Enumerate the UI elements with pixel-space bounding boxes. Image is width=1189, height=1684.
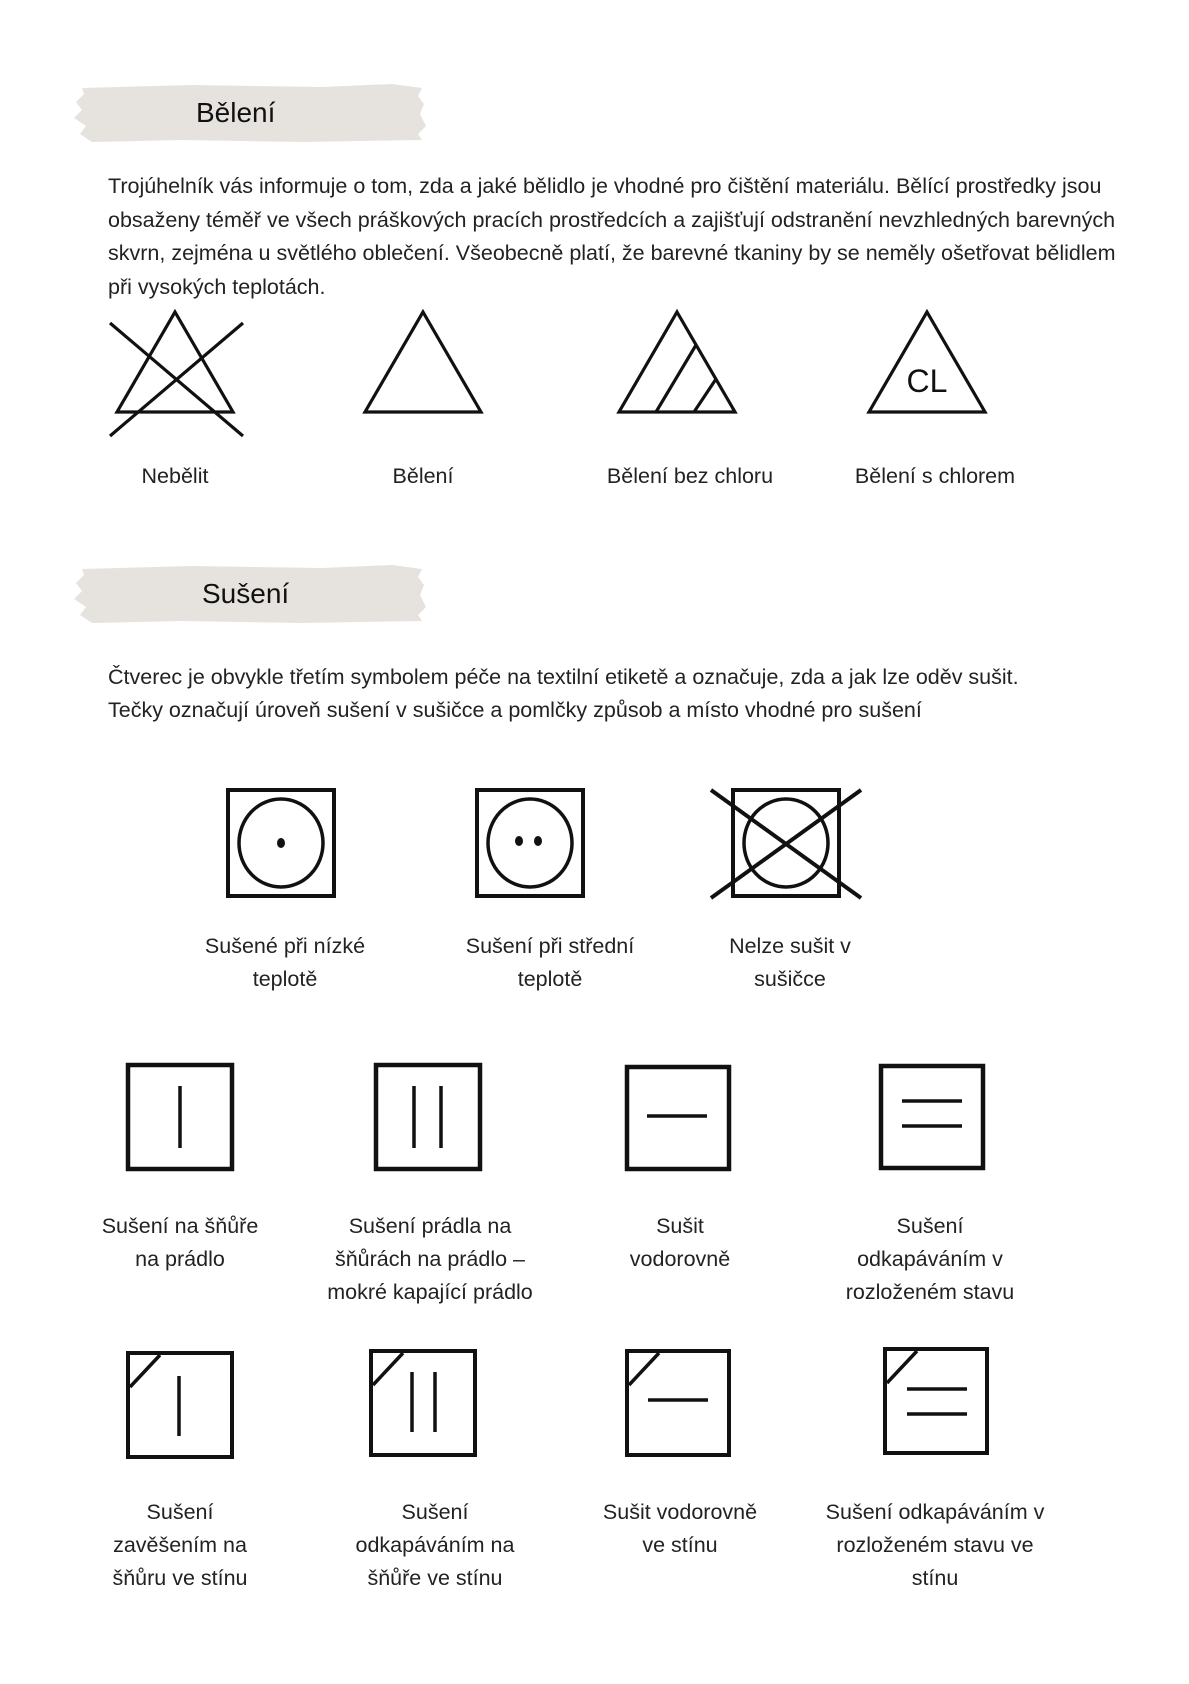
label-drip-line-dry xyxy=(310,1210,550,1309)
label-line: stínu xyxy=(911,1566,959,1590)
section-banner-drying xyxy=(72,563,430,625)
symbol-chlorine-bleach xyxy=(854,308,1045,508)
symbol-drip-line-dry xyxy=(310,1062,550,1302)
symbol-dry-flat xyxy=(590,1064,770,1304)
label-line: šňůře ve stínu xyxy=(367,1566,503,1590)
dry-flat-shade-icon xyxy=(624,1348,736,1460)
label-line: rozloženém stavu xyxy=(845,1280,1015,1304)
do-not-tumble-dry-icon xyxy=(707,786,871,902)
drip-dry-flat-shade-icon xyxy=(882,1346,994,1458)
label-line: teplotě xyxy=(517,967,583,991)
label-line: Sušení prádla na xyxy=(348,1214,512,1238)
label-line: rozloženém stavu ve xyxy=(836,1533,1034,1557)
label-drip-line-dry-shade xyxy=(330,1496,540,1595)
label-drip-dry-flat-shade xyxy=(815,1496,1055,1595)
label-line: odkapáváním v xyxy=(857,1247,1003,1271)
symbol-do-not-tumble-dry xyxy=(690,786,890,1008)
tumble-dry-medium-icon xyxy=(475,788,587,900)
chlorine-mark: CL xyxy=(906,363,948,399)
label-drip-dry-flat xyxy=(820,1210,1040,1309)
label-line: sušičce xyxy=(754,967,826,991)
label-tumble-dry-low xyxy=(180,930,390,996)
label-line: Sušení při střední xyxy=(465,934,635,958)
label-line: ve stínu xyxy=(642,1533,718,1557)
tumble-dry-low-icon xyxy=(226,788,338,900)
symbol-non-chlorine-bleach xyxy=(606,308,795,508)
label-line-dry xyxy=(85,1210,275,1276)
label-dry-flat-shade xyxy=(585,1496,775,1562)
label-line: zavěšením na xyxy=(113,1533,247,1557)
label-line: šňůru ve stínu xyxy=(112,1566,248,1590)
drip-dry-flat-icon xyxy=(878,1063,990,1175)
label-line: Sušit xyxy=(656,1214,704,1238)
symbol-line-dry xyxy=(85,1062,275,1302)
label-line: Sušit vodorovně xyxy=(602,1500,758,1524)
label-line: Nelze sušit v xyxy=(729,934,851,958)
symbol-no-bleach xyxy=(105,308,260,508)
symbol-drip-dry-flat-shade xyxy=(815,1346,1055,1598)
label-tumble-dry-medium xyxy=(440,930,660,996)
label-do-not-tumble-dry xyxy=(690,930,890,996)
symbol-dry-flat-shade xyxy=(585,1348,775,1598)
label-line: teplotě xyxy=(252,967,318,991)
symbol-line-dry-shade xyxy=(85,1350,275,1600)
non-chlorine-bleach-icon xyxy=(615,308,745,418)
dry-flat-icon xyxy=(624,1064,736,1176)
bleaching-description: Trojúhelník vás informuje o tom, zda a jaké bělidlo je vhodné pro čištění materiálu. Bělící prostředky jsou obsaženy téměř ve všech práškových pracích prostředcích a zajišťují odstranění nevzhledných barevných skvrn, zejména u světlého oblečení. Všeobecně platí, že barevné tkaniny by se neměly ošetřovat bělidlem při vysokých teplotách. xyxy=(108,174,1116,299)
label-bleach: Bělení xyxy=(392,464,454,488)
drip-line-dry-icon xyxy=(373,1062,485,1174)
section-title-bleaching: Bělení xyxy=(196,97,276,128)
bleach-triangle-icon xyxy=(360,308,490,418)
line-dry-shade-icon xyxy=(125,1350,237,1462)
label-line: Sušení xyxy=(896,1214,964,1238)
label-chlorine-bleach: Bělení s chlorem xyxy=(854,464,1016,488)
symbol-tumble-dry-low xyxy=(180,788,390,1008)
label-line: šňůrách na prádlo – xyxy=(334,1247,526,1271)
section-banner-bleaching xyxy=(72,82,430,144)
no-bleach-icon xyxy=(105,308,245,438)
symbol-drip-line-dry-shade xyxy=(330,1350,540,1600)
drip-line-dry-shade-icon xyxy=(368,1348,480,1460)
drying-description-line1: Čtverec je obvykle třetím symbolem péče na textilní etiketě a označuje, zda a jak lze oděv sušit. xyxy=(108,665,1019,689)
symbol-tumble-dry-medium xyxy=(440,788,660,1008)
label-line: mokré kapající prádlo xyxy=(327,1280,533,1304)
drying-description-line2: Tečky označují úroveň sušení v sušičce a pomlčky způsob a místo vhodné pro sušení xyxy=(108,698,922,722)
label-line: Sušené při nízké xyxy=(204,934,366,958)
label-line: vodorovně xyxy=(629,1247,731,1271)
label-line: Sušení xyxy=(401,1500,469,1524)
label-no-bleach: Nebělit xyxy=(141,464,209,488)
label-line: Sušení na šňůře xyxy=(101,1214,259,1238)
label-line: Sušení xyxy=(146,1500,214,1524)
label-non-chlorine-bleach: Bělení bez chloru xyxy=(606,464,774,488)
label-line: odkapáváním na xyxy=(355,1533,515,1557)
symbol-drip-dry-flat xyxy=(820,1063,1040,1303)
symbol-bleach xyxy=(360,308,500,508)
label-dry-flat xyxy=(590,1210,770,1276)
label-line-dry-shade xyxy=(85,1496,275,1595)
line-dry-icon xyxy=(125,1062,237,1174)
label-line: na prádlo xyxy=(135,1247,225,1271)
label-line: Sušení odkapáváním v xyxy=(825,1500,1045,1524)
section-title-drying: Sušení xyxy=(202,578,290,609)
